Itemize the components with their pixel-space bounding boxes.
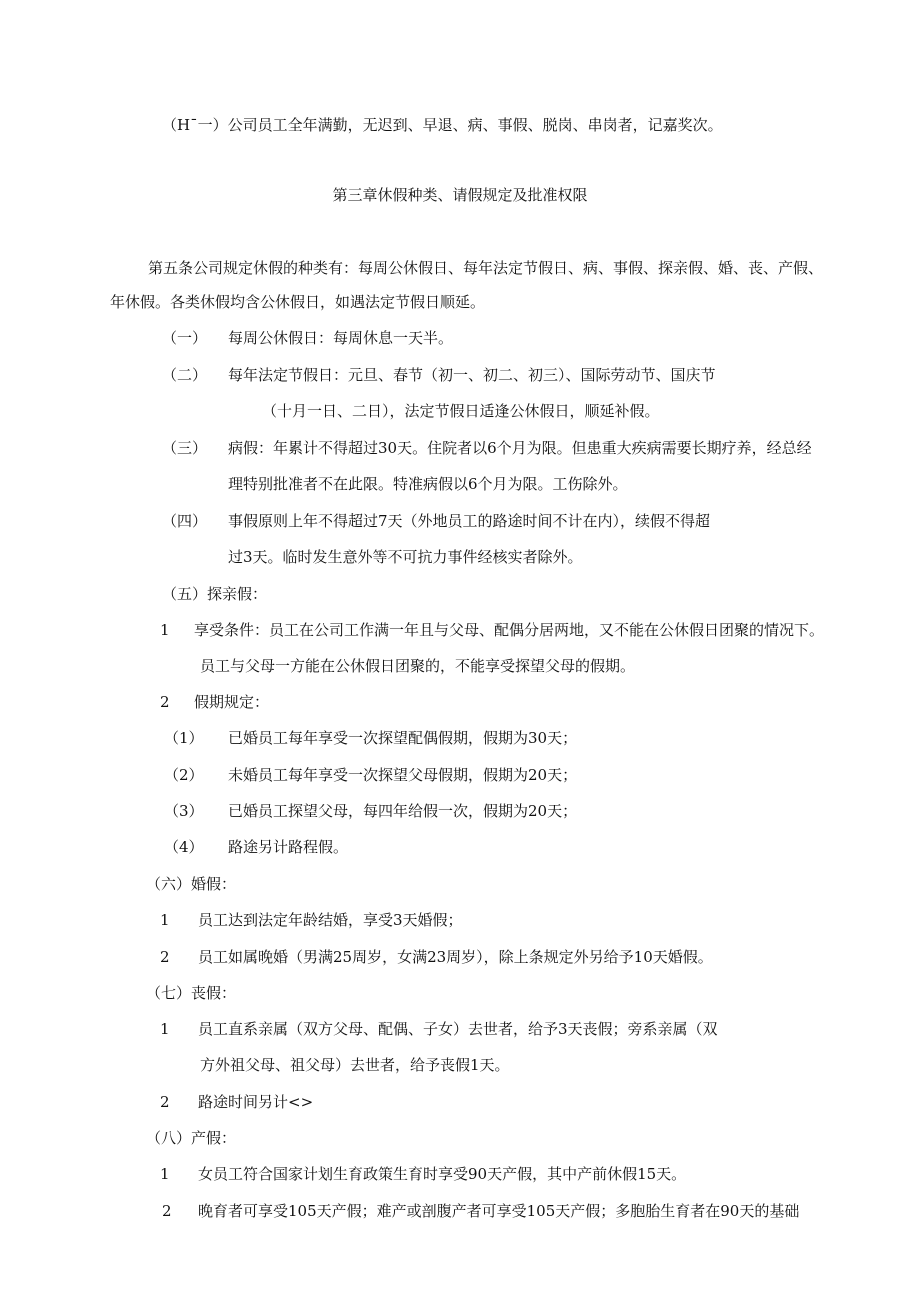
item-marker: （四） <box>162 512 208 530</box>
maternity-leave-heading: （八）产假： <box>146 1129 237 1147</box>
clause-number: 2 <box>162 1202 172 1220</box>
clause-text: 假期规定： <box>194 693 270 711</box>
item-text: 每年法定节假日：元旦、春节（初一、初二、初三）、国际劳动节、国庆节 <box>228 366 716 384</box>
item-marker: （二） <box>162 366 208 384</box>
clause-number: 2 <box>160 948 170 966</box>
article-5-line-2: 年休假。各类休假均含公休假日，如遇法定节假日顺延。 <box>110 293 486 311</box>
clause-text: 晚育者可享受105天产假；难产或剖腹产者可享受105天产假；多胞胎生育者在90天的基础 <box>198 1202 800 1220</box>
clause-text: 员工直系亲属（双方父母、配偶、子女）去世者，给予3天丧假；旁系亲属（双 <box>198 1020 718 1038</box>
clause-number: 1 <box>160 911 170 929</box>
clause-text: 路途时间另计<> <box>198 1093 314 1111</box>
item-marker: （一） <box>162 329 208 347</box>
chapter-title: 第三章休假种类、请假规定及批准权限 <box>332 186 588 204</box>
rule-marker: （4） <box>164 838 204 856</box>
rule-text: 已婚员工每年享受一次探望配偶假期，假期为30天； <box>228 729 578 747</box>
clause-text: 员工达到法定年龄结婚，享受3天婚假； <box>198 911 463 929</box>
rule-text: 已婚员工探望父母，每四年给假一次，假期为20天； <box>228 802 578 820</box>
item-text: 病假：年累计不得超过30天。住院者以6个月为限。但患重大疾病需要长期疗养，经总经 <box>228 439 812 457</box>
clause-number: 1 <box>160 1020 170 1038</box>
clause-full-attendance: （H¯一）公司员工全年满勤，无迟到、早退、病、事假、脱岗、串岗者，记嘉奖次。 <box>162 116 723 134</box>
funeral-leave-heading: （七）丧假： <box>146 984 237 1002</box>
article-5-line-1: 第五条公司规定休假的种类有：每周公休假日、每年法定节假日、病、事假、探亲假、婚、丧、产假、 <box>148 259 824 277</box>
clause-text: 方外祖父母、祖父母）去世者，给予丧假1天。 <box>200 1056 510 1074</box>
marriage-leave-heading: （六）婚假： <box>146 875 237 893</box>
rule-marker: （2） <box>164 766 204 784</box>
clause-number: 1 <box>160 621 170 639</box>
rule-text: 路途另计路程假。 <box>228 838 349 856</box>
clause-number: 2 <box>160 1093 170 1111</box>
item-text: 过3天。临时发生意外等不可抗力事件经核实者除外。 <box>228 548 583 566</box>
rule-marker: （1） <box>164 729 204 747</box>
item-text: 每周公休假日：每周休息一天半。 <box>228 329 454 347</box>
clause-text: 员工如属晚婚（男满25周岁，女满23周岁），除上条规定外另给予10天婚假。 <box>198 948 713 966</box>
rule-marker: （3） <box>164 802 204 820</box>
clause-text: 享受条件：员工在公司工作满一年且与父母、配偶分居两地，又不能在公休假日团聚的情况下。 <box>194 621 825 639</box>
rule-text: 未婚员工每年享受一次探望父母假期，假期为20天； <box>228 766 578 784</box>
clause-text: 女员工符合国家计划生育政策生育时享受90天产假，其中产前休假15天。 <box>198 1165 687 1183</box>
item-marker: （三） <box>162 439 208 457</box>
clause-number: 1 <box>160 1165 170 1183</box>
item-text: 理特别批准者不在此限。特准病假以6个月为限。工伤除外。 <box>228 475 628 493</box>
home-leave-heading: （五）探亲假： <box>162 585 268 603</box>
clause-number: 2 <box>160 693 170 711</box>
item-text: 事假原则上年不得超过7天（外地员工的路途时间不计在内），续假不得超 <box>228 512 711 530</box>
clause-text: 员工与父母一方能在公休假日团聚的，不能享受探望父母的假期。 <box>200 657 636 675</box>
item-text: （十月一日、二日），法定节假日适逢公休假日，顺延补假。 <box>262 402 660 420</box>
